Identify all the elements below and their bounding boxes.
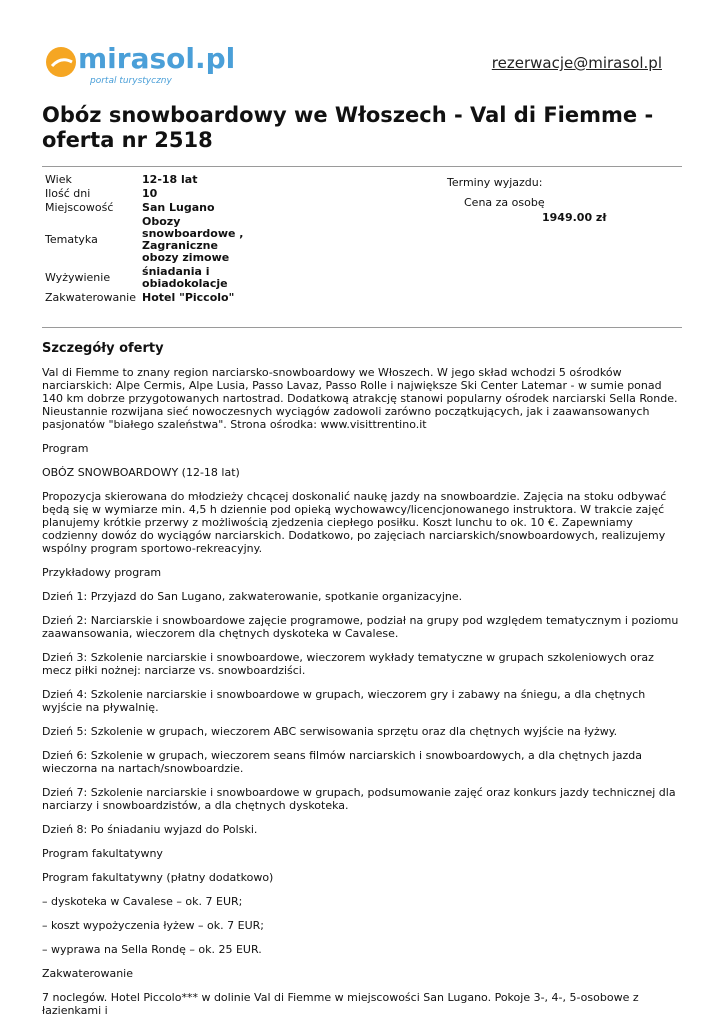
info-row xyxy=(42,291,250,305)
info-value: San Lugano xyxy=(142,201,215,214)
divider xyxy=(42,166,682,167)
details-paragraph: Program xyxy=(42,442,89,455)
details-content xyxy=(42,366,684,1028)
offer-info-table xyxy=(42,173,250,305)
info-value: 12-18 lat xyxy=(142,173,198,186)
info-row xyxy=(42,173,250,187)
details-paragraph: Dzień 5: Szkolenie w grupach, wieczorem ABC serwisowania sprzętu oraz dla chętnych wyjście na łyżwy. xyxy=(42,725,618,738)
info-row xyxy=(42,201,250,215)
details-paragraph: Val di Fiemme to znany region narciarsko-snowboardowy we Włoszech. W jego skład wchodzi 5 ośrodków narciarskich: Alpe Cermis, Alpe Lusia, Passo Lavaz, Passo Rolle i największe Ski Center Latemar - w sumie ponad 140 km dobrze przygotowanych nartostrad. Dodatkową atrakcję stanowi popularny ośrodek narciarski Sella Ronde. Nieustannie rozwijana sieć nowoczesnych wyciągów zadowoli zarówno początkujących, jak i zaawansowanych pasjonatów "białego szaleństwa". Strona ośrodka: www.visittrentino.it xyxy=(42,366,678,431)
info-label: Ilość dni xyxy=(45,187,91,200)
info-value: Obozy snowboardowe , Zagraniczne obozy zimowe xyxy=(142,215,244,264)
info-value: Hotel "Piccolo" xyxy=(142,291,235,304)
details-paragraph: OBÓZ SNOWBOARDOWY (12-18 lat) xyxy=(42,466,240,479)
info-label: Wyżywienie xyxy=(45,271,111,284)
mirasol-logo[interactable] xyxy=(42,36,262,88)
details-paragraph: Program fakultatywny (płatny dodatkowo) xyxy=(42,871,274,884)
details-paragraph: Program fakultatywny xyxy=(42,847,163,860)
info-label: Zakwaterowanie xyxy=(45,291,137,304)
logo-tagline: portal turystyczny xyxy=(90,76,172,86)
terms-label: Terminy wyjazdu: xyxy=(447,176,543,189)
divider xyxy=(42,327,682,328)
info-value: śniadania i obiadokolacje xyxy=(142,265,228,290)
details-paragraph: – wyprawa na Sella Rondę – ok. 25 EUR. xyxy=(42,943,262,956)
details-paragraph: Dzień 4: Szkolenie narciarskie i snowboardowe w grupach, wieczorem gry i zabawy na śniegu, a dla chętnych wyjście na pływalnię. xyxy=(42,688,646,714)
details-paragraph: Dzień 7: Szkolenie narciarskie i snowboardowe w grupach, podsumowanie zajęć oraz konkurs jazdy technicznej dla narciarzy i snowboardzistów, a dla chętnych dyskoteka. xyxy=(42,786,676,812)
details-paragraph: Dzień 8: Po śniadaniu wyjazd do Polski. xyxy=(42,823,258,836)
page-title: Obóz snowboardowy we Włoszech - Val di Fiemme - oferta nr 2518 xyxy=(42,103,654,152)
info-row xyxy=(42,215,250,265)
info-label: Wiek xyxy=(45,173,72,186)
details-paragraph: Propozycja skierowana do młodzieży chcącej doskonalić naukę jazdy na snowboardzie. Zajęcia na stoku odbywać będą się w wymiarze min. 4,5 h dziennie pod opieką wychowawcy/licencjonowanego instruktora. W trakcie zajęć planujemy krótkie przerwy z możliwością zjedzenia ciepłego posiłku. Koszt lunchu to ok. 10 €. Zapewniamy codzienny dowóz do wyciągów narciarskich. Dodatkowo, po zajęciach narciarskich/snowboardowych, realizujemy wspólny program sportowo-rekreacyjny. xyxy=(42,490,667,555)
info-label: Tematyka xyxy=(45,233,98,246)
details-paragraph: – dyskoteka w Cavalese – ok. 7 EUR; xyxy=(42,895,243,908)
details-paragraph: Dzień 6: Szkolenie w grupach, wieczorem seans filmów narciarskich i snowboardowych, a dla chętnych jazda wieczorna na nartach/snowboardzie. xyxy=(42,749,642,775)
details-paragraph: Dzień 1: Przyjazd do San Lugano, zakwaterowanie, spotkanie organizacyjne. xyxy=(42,590,463,603)
email-link[interactable]: rezerwacje@mirasol.pl xyxy=(491,54,662,72)
info-row xyxy=(42,187,250,201)
details-paragraph: 7 noclegów. Hotel Piccolo*** w dolinie Val di Fiemme w miejscowości San Lugano. Pokoje 3-, 4-, 5-osobowe z łazienkami i xyxy=(42,991,639,1017)
details-paragraph: – koszt wypożyczenia łyżew – ok. 7 EUR; xyxy=(42,919,264,932)
price-label: Cena za osobę xyxy=(464,196,545,209)
info-row xyxy=(42,265,250,291)
logo-text: mirasol.pl xyxy=(78,42,236,75)
info-value: 10 xyxy=(142,187,158,200)
info-label: Miejscowość xyxy=(45,201,114,214)
details-paragraph: Przykładowy program xyxy=(42,566,162,579)
details-paragraph: Dzień 3: Szkolenie narciarskie i snowboardowe, wieczorem wykłady tematyczne w grupach szkoleniowych oraz mecz piłki nożnej: narciarze vs. snowboardziści. xyxy=(42,651,654,677)
details-paragraph: Zakwaterowanie xyxy=(42,967,134,980)
price-value: 1949.00 zł xyxy=(542,211,607,224)
details-heading: Szczegóły oferty xyxy=(42,341,164,356)
details-paragraph: Dzień 2: Narciarskie i snowboardowe zajęcie programowe, podział na grupy pod względem tematycznym i poziomu zaawansowania, wieczorem dla chętnych dyskoteka w Cavalese. xyxy=(42,614,679,640)
